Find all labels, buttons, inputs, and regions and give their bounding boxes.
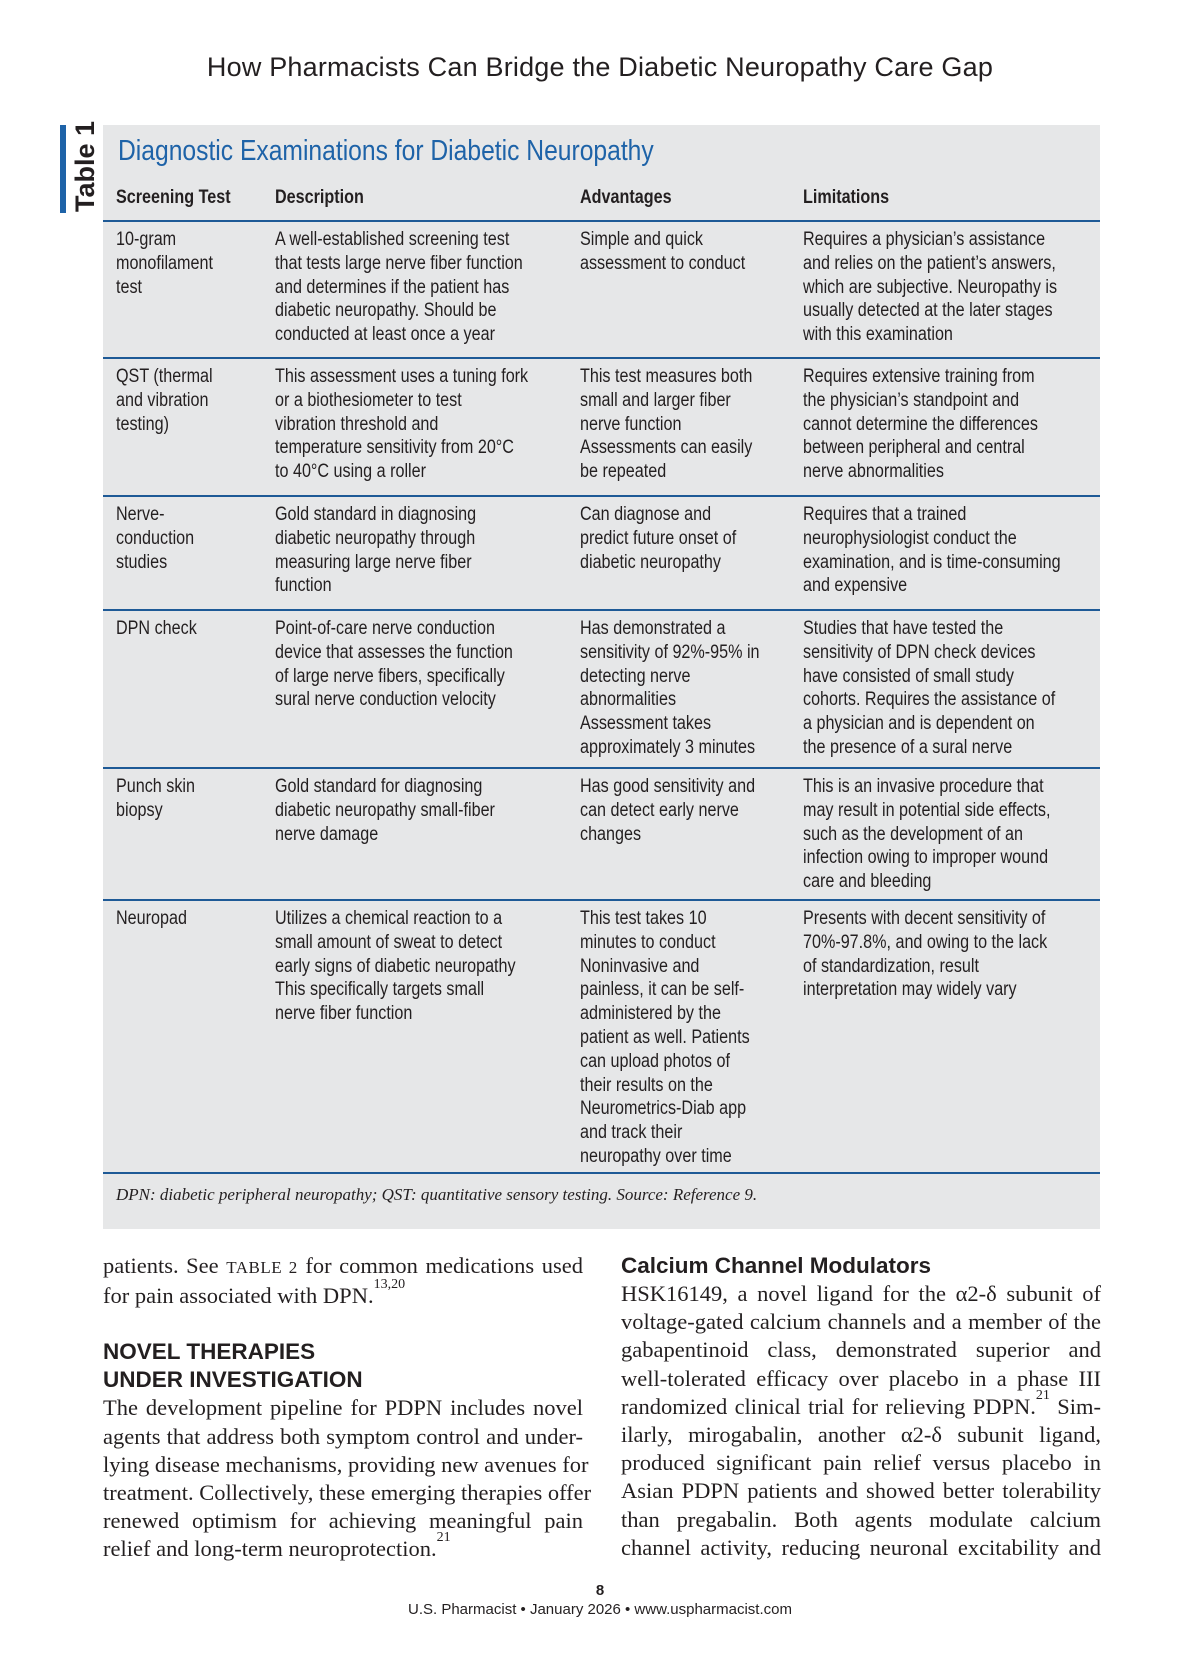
cell-line: A well-established screening test [275,229,510,250]
cell-line: cannot determine the differences [803,413,1038,435]
cell-line: nerve damage [275,823,379,845]
cell-line: function [275,575,332,597]
cell-line: patient as well. Patients [580,1026,750,1048]
cell-line: examination, and is time-consuming [803,551,1061,573]
cell-line: vibration threshold and [275,413,439,435]
cell-description [275,775,560,846]
right-column [621,1252,1101,1562]
column-header-advantages: Advantages [580,187,672,208]
table-label-bar [60,125,66,213]
text-line: Asian PDPN patients and showed better tolerability [621,1478,1101,1504]
cell-line: approximately 3 minutes [580,736,756,758]
row-divider [103,220,1100,222]
cell-line: 10-gram [116,229,177,250]
cell-line: and track their [580,1122,683,1144]
citation: 13,20 [373,1277,406,1293]
column-header-limitations: Limitations [803,187,890,208]
cell-line: temperature sensitivity from 20°C [275,437,514,459]
text-line: lying disease mechanisms, providing new avenues for [103,1451,589,1477]
publication-footer: U.S. Pharmacist • January 2026 • www.uspharmacist.com [408,1601,792,1618]
cell-line: monofilament [116,252,213,274]
cell-advantages [580,503,784,574]
table-title: Diagnostic Examinations for Diabetic Neuropathy [118,135,654,167]
cell-line: small amount of sweat to detect [275,931,503,953]
cell-line: diabetic neuropathy. Should be [275,300,497,322]
cell-line: Requires extensive training from [803,366,1035,387]
cell-line: assessment to conduct [580,252,746,274]
row-divider [103,899,1100,901]
cell-line: be repeated [580,461,667,483]
cell-description [275,228,560,347]
cell-line: Neurometrics-Diab app [580,1098,747,1120]
row-divider [103,357,1100,359]
cell-line: Can diagnose and [580,504,712,525]
cell-line: This test measures both [580,366,753,387]
row-divider [103,495,1100,497]
cell-line: that tests large nerve fiber function [275,252,523,274]
cell-line: Punch skin [116,776,196,797]
cell-limitations [803,907,1071,1002]
cell-test [116,503,265,574]
text-run: relief and long-term neuroprotection. [103,1536,437,1562]
cell-line: infection owing to improper wound [803,847,1049,869]
text-line: voltage-gated calcium channels and a member of the [621,1309,1101,1335]
cell-line: studies [116,551,168,573]
text-line [103,1252,583,1282]
column-header-description: Description [275,187,364,208]
text-line [103,1530,583,1563]
text-run: randomized clinical trial for relieving PDPN. [621,1393,1036,1419]
text-line: ilarly, mirogabalin, another α2-δ subunit ligand, [621,1422,1101,1448]
cell-line: test [116,276,143,298]
page-title: How Pharmacists Can Bridge the Diabetic Neuropathy Care Gap [206,52,994,82]
cell-line: sural nerve conduction velocity [275,689,496,711]
cell-advantages [580,907,784,1169]
text-run: for common medications used [305,1253,583,1278]
cell-line: interpretation may widely vary [803,979,1017,1001]
cell-line: their results on the [580,1074,713,1096]
citation: 21 [436,1530,451,1546]
cell-line: abnormalities [580,689,677,711]
column-header-screening-test: Screening Test [116,187,231,208]
cell-description [275,907,560,1026]
subsection-heading: Calcium Channel Modulators [621,1253,932,1278]
text-line: HSK16149, a novel ligand for the α2-δ subunit of [621,1281,1101,1306]
cell-line: conduction [116,527,195,549]
cell-description [275,617,560,712]
text-line: agents that address both symptom control and under- [103,1423,583,1449]
cell-line: Point-of-care nerve conduction [275,618,495,639]
cell-line: nerve function [580,413,682,435]
cell-line: nerve fiber function [275,1003,413,1025]
text-line: The development pipeline for PDPN includes novel [103,1395,583,1421]
cell-line: and relies on the patient’s answers, [803,252,1056,274]
cell-line: testing) [116,413,169,435]
text-run: Sim- [1049,1393,1101,1419]
cell-line: DPN check [116,618,197,639]
cell-line: can detect early nerve [580,799,739,821]
left-column [103,1252,592,1564]
cell-line: Assessments can easily [580,437,753,459]
cell-description [275,503,560,598]
cell-line: nerve abnormalities [803,461,944,483]
cell-line: small and larger fiber [580,389,731,411]
cell-line: care and bleeding [803,871,932,893]
cell-line: This test takes 10 [580,908,707,929]
table-reference: TABLE 2 [226,1258,298,1277]
diagnostic-table [103,125,1100,1229]
cell-line: device that assesses the function [275,641,513,663]
cell-test [116,775,265,823]
text-line: produced significant pain relief versus placebo in [621,1450,1101,1476]
cell-line: neuropathy over time [580,1145,732,1167]
text-line: treatment. Collectively, these emerging therapies offer [103,1480,592,1506]
cell-line: This is an invasive procedure that [803,776,1044,797]
cell-limitations [803,365,1071,484]
cell-line: or a biothesiometer to test [275,389,462,411]
cell-line: 70%-97.8%, and owing to the lack [803,931,1048,953]
table-label: Table 1 [70,120,100,212]
citation: 21 [1035,1387,1050,1403]
cell-line: to 40°C using a roller [275,461,426,483]
cell-test [116,365,265,436]
cell-line: Has good sensitivity and [580,776,756,797]
cell-line: conducted at least once a year [275,324,495,346]
cell-line: between peripheral and central [803,437,1025,459]
cell-line: of standardization, result [803,955,979,977]
cell-line: which are subjective. Neuropathy is [803,276,1058,298]
cell-test [116,228,265,299]
row-divider [103,1172,1100,1174]
cell-line: of large nerve fibers, specifically [275,665,505,687]
cell-line: painless, it can be self- [580,979,745,1001]
cell-line: the physician’s standpoint and [803,389,1020,411]
text-line [103,1277,583,1310]
text-line: renewed optimism for achieving meaningful pain [103,1508,583,1534]
heading-line: UNDER INVESTIGATION [103,1367,363,1393]
cell-advantages [580,617,784,760]
text-line: gabapentinoid class, demonstrated superior and [621,1337,1101,1363]
heading-line: NOVEL THERAPIES [103,1339,316,1365]
text-line: well-tolerated efficacy over placebo in a phase III [621,1365,1101,1391]
cell-line: Neuropad [116,908,187,929]
cell-line: administered by the [580,1003,721,1025]
cell-test [116,907,265,931]
cell-line: detecting nerve [580,665,691,687]
cell-limitations [803,617,1071,760]
cell-line: Noninvasive and [580,955,700,977]
cell-line: Nerve- [116,504,165,525]
cell-line: changes [580,823,642,845]
cell-line: This assessment uses a tuning fork [275,366,529,387]
cell-line: may result in potential side effects, [803,799,1051,821]
table-footnote: DPN: diabetic peripheral neuropathy; QST: quantitative sensory testing. Source: Reference 9. [116,1185,758,1204]
cell-line: biopsy [116,799,163,821]
text-run: for pain associated with DPN. [103,1283,374,1309]
cell-line: can upload photos of [580,1050,730,1072]
cell-line: diabetic neuropathy through [275,527,476,549]
cell-line: Studies that have tested the [803,618,1004,639]
cell-line: sensitivity of DPN check devices [803,641,1036,663]
cell-line: Requires a physician’s assistance [803,229,1046,250]
cell-line: the presence of a sural nerve [803,736,1013,758]
cell-line: and vibration [116,389,209,411]
text-line: than pregabalin. Both agents modulate calcium [621,1506,1101,1532]
cell-description [275,365,560,484]
cell-limitations [803,228,1071,347]
text-line: channel activity, reducing neuronal excitability and [621,1534,1101,1560]
cell-line: sensitivity of 92%-95% in [580,641,760,663]
cell-line: with this examination [803,324,953,346]
cell-line: QST (thermal [116,366,213,387]
cell-line: Presents with decent sensitivity of [803,908,1046,929]
cell-line: Simple and quick [580,229,703,250]
cell-limitations [803,503,1071,598]
cell-line: such as the development of an [803,823,1023,845]
cell-line: a physician and is dependent on [803,713,1035,735]
cell-line: minutes to conduct [580,931,716,953]
cell-line: diabetic neuropathy [580,551,721,573]
text-line [621,1387,1101,1421]
section-heading [103,1338,583,1394]
cell-line: Has demonstrated a [580,618,726,639]
cell-line: neurophysiologist conduct the [803,527,1017,549]
cell-limitations [803,775,1071,894]
cell-line: Gold standard in diagnosing [275,504,477,525]
cell-line: measuring large nerve fiber [275,551,472,573]
cell-advantages [580,228,784,276]
cell-line: This specifically targets small [275,979,485,1001]
cell-line: Requires that a trained [803,504,967,525]
row-divider [103,767,1100,769]
text-run: patients. See [103,1253,219,1278]
cell-line: Utilizes a chemical reaction to a [275,908,503,929]
cell-test [116,617,265,641]
page-number: 8 [595,1582,605,1599]
cell-advantages [580,365,784,484]
cell-line: Assessment takes [580,713,712,735]
cell-line: cohorts. Requires the assistance of [803,689,1056,711]
cell-line: usually detected at the later stages [803,300,1053,322]
cell-line: predict future onset of [580,527,737,549]
cell-line: Gold standard for diagnosing [275,776,483,797]
cell-line: have consisted of small study [803,665,1014,687]
cell-line: diabetic neuropathy small-fiber [275,799,495,821]
cell-line: early signs of diabetic neuropathy [275,955,516,977]
row-divider [103,609,1100,611]
cell-line: and determines if the patient has [275,276,510,298]
cell-advantages [580,775,784,846]
cell-line: and expensive [803,575,908,597]
